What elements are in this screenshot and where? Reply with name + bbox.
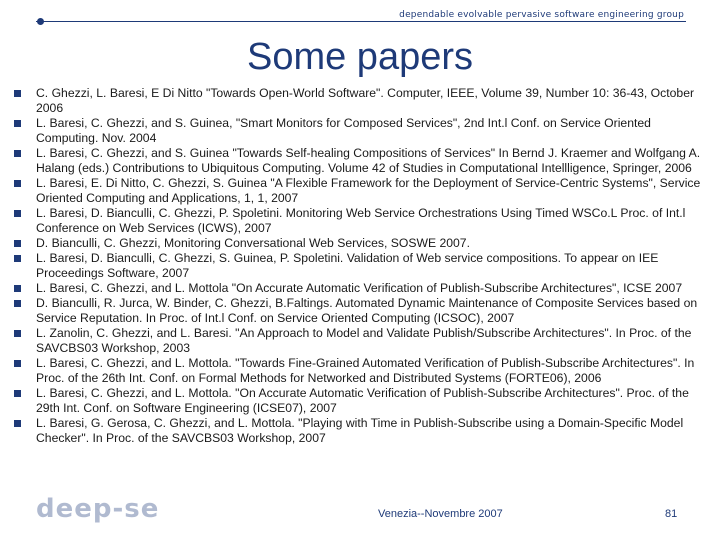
square-bullet-icon <box>14 300 21 307</box>
reference-text: L. Baresi, C. Ghezzi, and L. Mottola. "Towards Fine-Grained Automated Verification of Publish-Subscribe Architectures". In Proc. of the 26th Int. Conf. on Formal Methods for Networked and Distributed Systems (FORTE06), 2006 <box>36 356 695 385</box>
footer-venue: Venezia--Novembre 2007 <box>378 508 503 520</box>
header-dot <box>37 18 44 25</box>
square-bullet-icon <box>14 360 21 367</box>
square-bullet-icon <box>14 120 21 127</box>
list-item <box>14 236 704 251</box>
reference-text: L. Baresi, E. Di Nitto, C. Ghezzi, S. Guinea "A Flexible Framework for the Deployment of Service-Centric Systems", Service Oriented Computing and Applications, 1, 1, 2007 <box>36 176 701 205</box>
reference-text: L. Baresi, D. Bianculli, C. Ghezzi, P. Spoletini. Monitoring Web Service Orchestrations Using Timed WSCo.L Proc. of Int.l Conference on Web Services (ICWS), 2007 <box>36 206 686 235</box>
square-bullet-icon <box>14 210 21 217</box>
list-item <box>14 146 704 176</box>
list-item <box>14 86 704 116</box>
list-item <box>14 356 704 386</box>
list-item <box>14 206 704 236</box>
reference-text: L. Baresi, C. Ghezzi, and L. Mottola. "On Accurate Automatic Verification of Publish-Subscribe Architectures". Proc. of the 29th Int. Conf. on Software Engineering (ICSE07), 2007 <box>36 386 689 415</box>
reference-text: C. Ghezzi, L. Baresi, E Di Nitto "Towards Open-World Software". Computer, IEEE, Volume 39, Number 10: 36-43, October 2006 <box>36 86 695 115</box>
square-bullet-icon <box>14 390 21 397</box>
square-bullet-icon <box>14 240 21 247</box>
deep-se-logo: deep-se <box>36 494 160 524</box>
reference-text: L. Baresi, C. Ghezzi, and L. Mottola "On Accurate Automatic Verification of Publish-Subscribe Architectures", ICSE 2007 <box>36 281 683 295</box>
group-tagline: dependable evolvable pervasive software engineering group <box>399 10 684 20</box>
square-bullet-icon <box>14 330 21 337</box>
list-item <box>14 386 704 416</box>
reference-text: L. Baresi, G. Gerosa, C. Ghezzi, and L. Mottola. "Playing with Time in Publish-Subscribe using a Domain-Specific Model Checker". In Proc. of the SAVCBS03 Workshop, 2007 <box>36 416 684 445</box>
list-item <box>14 281 704 296</box>
square-bullet-icon <box>14 255 21 262</box>
reference-text: D. Bianculli, C. Ghezzi, Monitoring Conversational Web Services, SOSWE 2007. <box>36 236 470 250</box>
reference-text: L. Baresi, C. Ghezzi, and S. Guinea, "Smart Monitors for Composed Services", 2nd Int.l Conf. on Service Oriented Computing. Nov. 2004 <box>36 116 651 145</box>
list-item <box>14 116 704 146</box>
reference-text: L. Zanolin, C. Ghezzi, and L. Baresi. "An Approach to Model and Validate Publish/Subscribe Architectures". In Proc. of the SAVCBS03 Workshop, 2003 <box>36 326 692 355</box>
reference-list <box>14 86 704 446</box>
reference-text: D. Bianculli, R. Jurca, W. Binder, C. Ghezzi, B.Faltings. Automated Dynamic Maintenance of Composite Services based on Service Reputation. In Proc. of Int.l Conf. on Service Oriented Computing (ICSOC), 2007 <box>36 296 698 325</box>
page-number: 81 <box>665 508 678 520</box>
square-bullet-icon <box>14 150 21 157</box>
square-bullet-icon <box>14 90 21 97</box>
header-rule <box>36 21 686 22</box>
slide-title: Some papers <box>246 36 473 78</box>
square-bullet-icon <box>14 285 21 292</box>
list-item <box>14 251 704 281</box>
list-item <box>14 296 704 326</box>
reference-text: L. Baresi, D. Bianculli, C. Ghezzi, S. Guinea, P. Spoletini. Validation of Web service compositions. To appear on IEE Proceedings Software, 2007 <box>36 251 659 280</box>
square-bullet-icon <box>14 420 21 427</box>
list-item <box>14 326 704 356</box>
reference-text: L. Baresi, C. Ghezzi, and S. Guinea "Towards Self-healing Compositions of Services" In Bernd J. Kraemer and Wolfgang A. Halang (eds.) Contributions to Ubiquitous Computing. Volume 42 of Studies in Computational Intellligence, Springer, 2006 <box>36 146 701 175</box>
square-bullet-icon <box>14 180 21 187</box>
list-item <box>14 176 704 206</box>
list-item <box>14 416 704 446</box>
